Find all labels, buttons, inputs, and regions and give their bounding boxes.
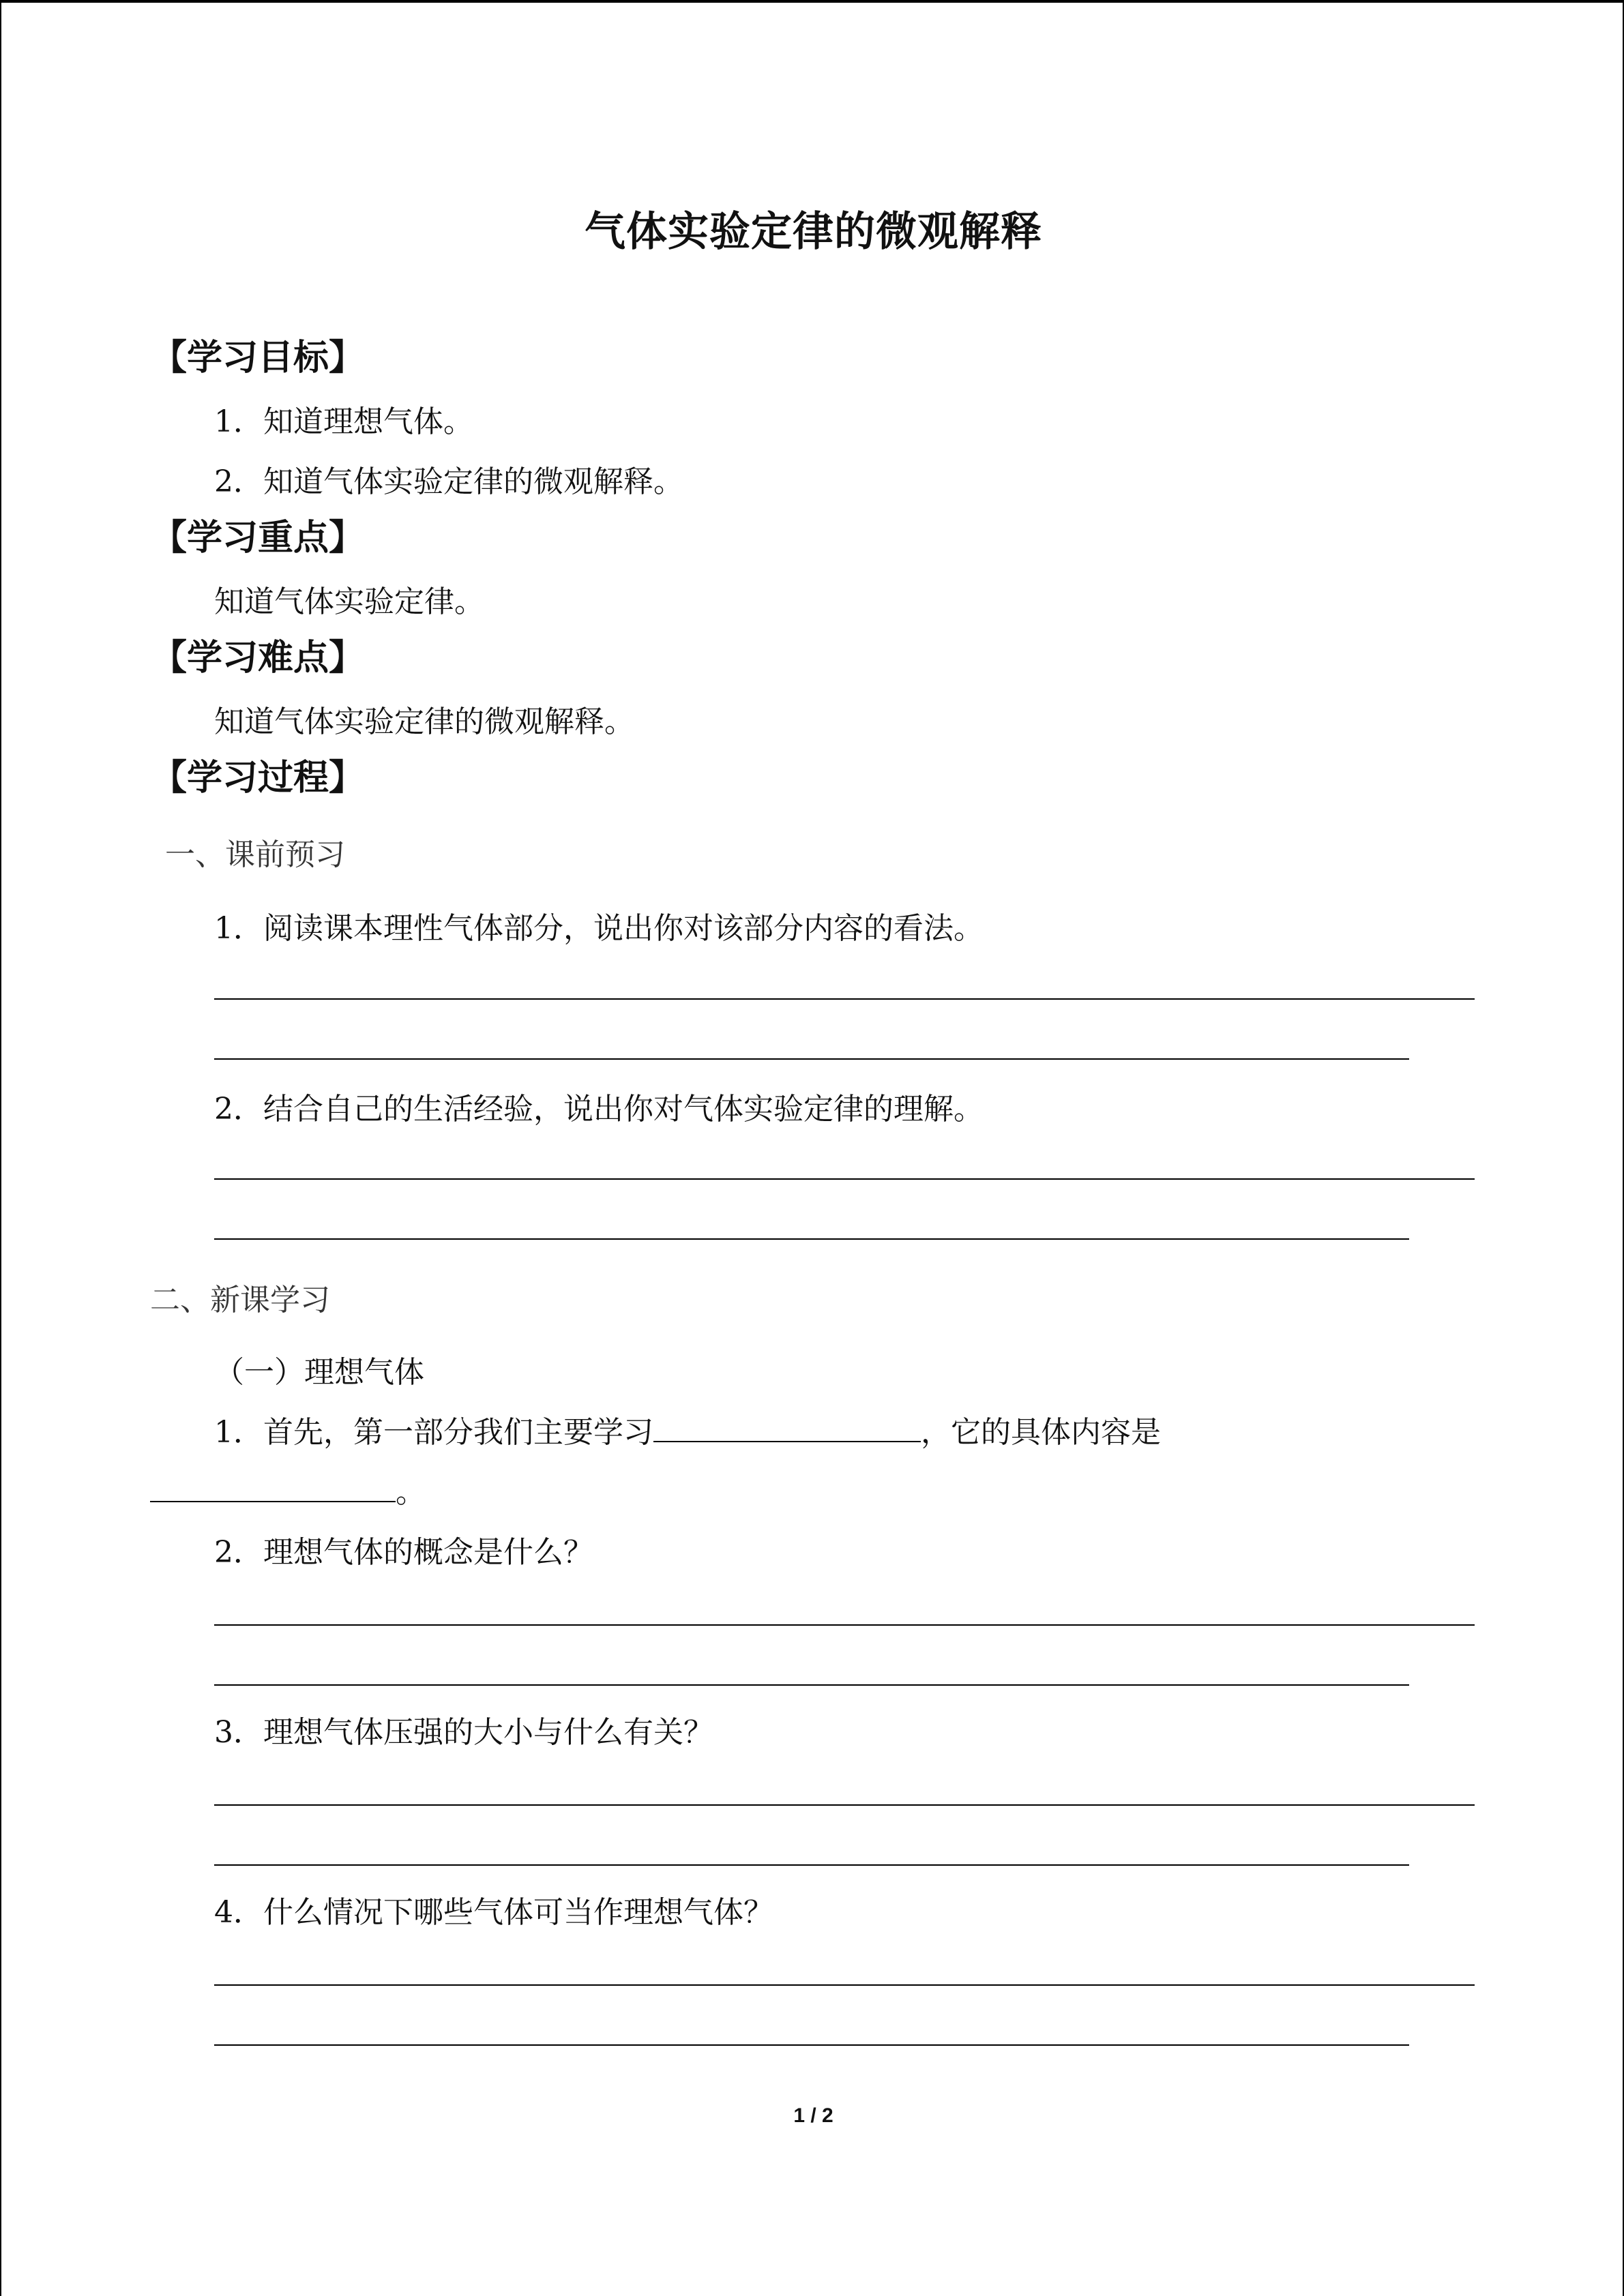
new-lesson-question-1 [214,1407,1161,1451]
new-lesson-label: 二、新课学习 [150,1283,330,1317]
question-1-end: 。 [396,1475,426,1510]
answer-line[interactable] [214,1058,1409,1060]
objectives-heading: 【学习目标】 [151,338,365,378]
question-1-part-2: ，它的具体内容是 [921,1415,1161,1450]
fill-blank[interactable] [653,1414,921,1442]
page-number: 1 / 2 [793,2104,833,2127]
new-lesson-question-3: 3．理想气体压强的大小与什么有关？ [214,1715,713,1750]
new-lesson-question-1-continued [150,1467,426,1511]
preview-question-2: 2．结合自己的生活经验，说出你对气体实验定律的理解。 [214,1092,984,1127]
objective-item-1: 1．知道理想气体。 [214,404,473,439]
preview-label: 一、课前预习 [165,837,345,872]
answer-line[interactable] [214,1684,1409,1686]
question-1-part-1: 1．首先，第一部分我们主要学习 [214,1415,653,1450]
process-heading: 【学习过程】 [151,758,365,799]
answer-line[interactable] [214,1864,1409,1866]
difficulties-text: 知道气体实验定律的微观解释。 [214,704,634,739]
preview-question-1: 1．阅读课本理性气体部分，说出你对该部分内容的看法。 [214,911,984,946]
page-title: 气体实验定律的微观解释 [585,208,1042,256]
answer-line[interactable] [214,2044,1409,2046]
new-lesson-question-2: 2．理想气体的概念是什么？ [214,1535,593,1570]
key-points-text: 知道气体实验定律。 [214,584,484,619]
new-lesson-question-4: 4．什么情况下哪些气体可当作理想气体？ [214,1895,773,1930]
fill-blank[interactable] [150,1474,396,1502]
key-points-heading: 【学习重点】 [151,518,365,558]
new-lesson-sub-label: （一）理想气体 [214,1355,424,1390]
answer-line[interactable] [214,998,1475,1000]
answer-line[interactable] [214,1624,1475,1626]
answer-line[interactable] [214,1804,1475,1806]
difficulties-heading: 【学习难点】 [151,638,365,679]
answer-line[interactable] [214,1178,1475,1180]
answer-line[interactable] [214,1984,1475,1986]
answer-line[interactable] [214,1238,1409,1240]
objective-item-2: 2．知道气体实验定律的微观解释。 [214,464,683,499]
